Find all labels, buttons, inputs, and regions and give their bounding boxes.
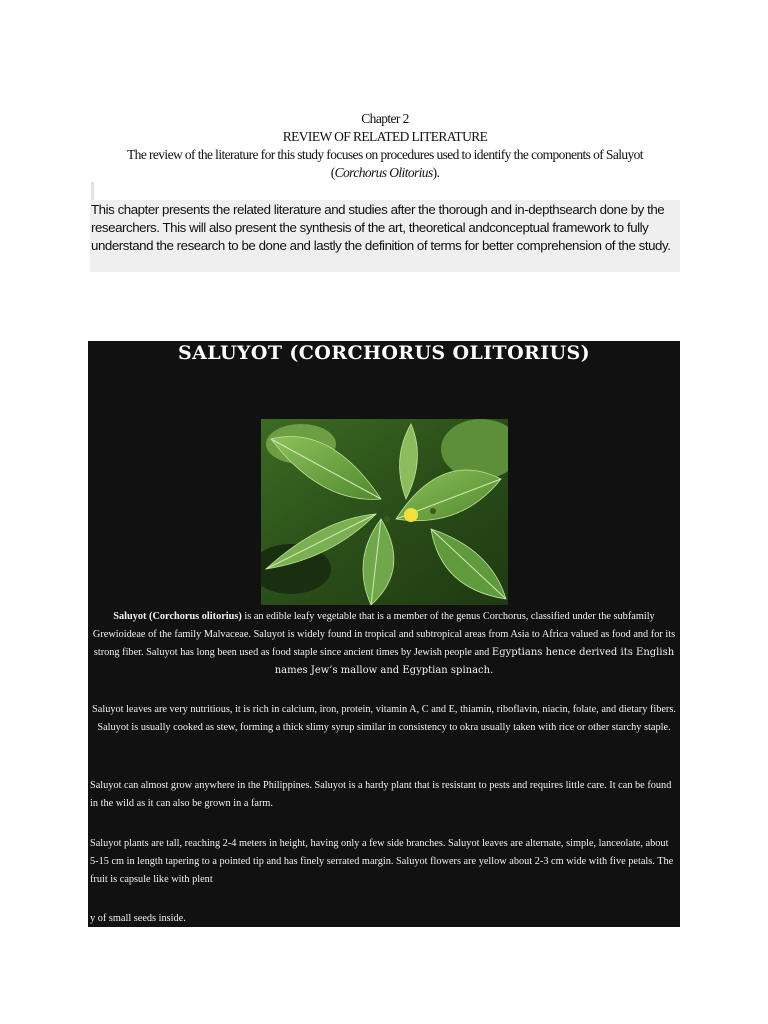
panel-title: SALUYOT (CORCHORUS OLITORIUS) — [177, 342, 591, 364]
chapter-heading: REVIEW OF RELATED LITERATURE — [282, 129, 488, 144]
saluyot-photo — [261, 419, 508, 605]
seeds-paragraph: y of small seeds inside. — [90, 913, 186, 924]
species-line — [90, 164, 680, 182]
description-body: is an edible leafy vegetable that is a member of the genus Corchorus, classified under the subfamily Grewioideae of the family Malvaceae. Saluyot is widely found in tropical and subtropical areas from Asia to Africa valued as food and for its strong fiber. Saluyot has long been used as food staple since ancient times by Jewish people and — [92, 611, 676, 658]
species-name: Corchorus Olitorius — [334, 165, 433, 180]
nutrition-paragraph: Saluyot leaves are very nutritious, it is rich in calcium, iron, protein, vitamin A, C and E, thiamin, riboflavin, niacin, folate, and dietary fibers. Saluyot is usually cooked as stew, forming a thick slimy syrup similar in consistency to okra usually taken with rice or other starchy staple. — [92, 704, 676, 733]
chapter-number: Chapter 2 — [361, 111, 409, 126]
chapter-focus-line: The review of the literature for this study focuses on procedures used to identify the components of Saluyot — [127, 147, 643, 162]
intro-paragraph: This chapter presents the related literature and studies after the thorough and in-depthsearch done by the researchers. This will also present the synthesis of the art, theoretical andconceptual framework to fully understand the research to be done and lastly the definition of terms for better comprehension of the study. — [90, 200, 680, 272]
morphology-paragraph: Saluyot plants are tall, reaching 2-4 meters in height, having only a few side branches. Saluyot leaves are alternate, simple, lanceolate, about 5-15 cm in length tapering to a pointed tip and has finely serrated margin. Saluyot flowers are yellow about 2-3 cm wide with five petals. The fruit is capsule like with plent — [90, 838, 674, 885]
description-names: Egyptians hence derived its English names Jew’s mallow and Egyptian spinach. — [274, 647, 675, 676]
growth-paragraph: Saluyot can almost grow anywhere in the Philippines. Saluyot is a hardy plant that is resistant to pests and requires little care. It can be found in the wild as it can also be grown in a farm. — [90, 780, 672, 809]
intro-indent-bar — [91, 182, 94, 200]
chapter-header — [90, 110, 680, 182]
saluyot-panel — [88, 341, 680, 927]
species-open: ( — [330, 165, 335, 180]
species-close: ). — [432, 165, 440, 180]
description-bold-lead: Saluyot (Corchorus olitorius) — [113, 611, 242, 622]
description-paragraph — [90, 608, 678, 680]
